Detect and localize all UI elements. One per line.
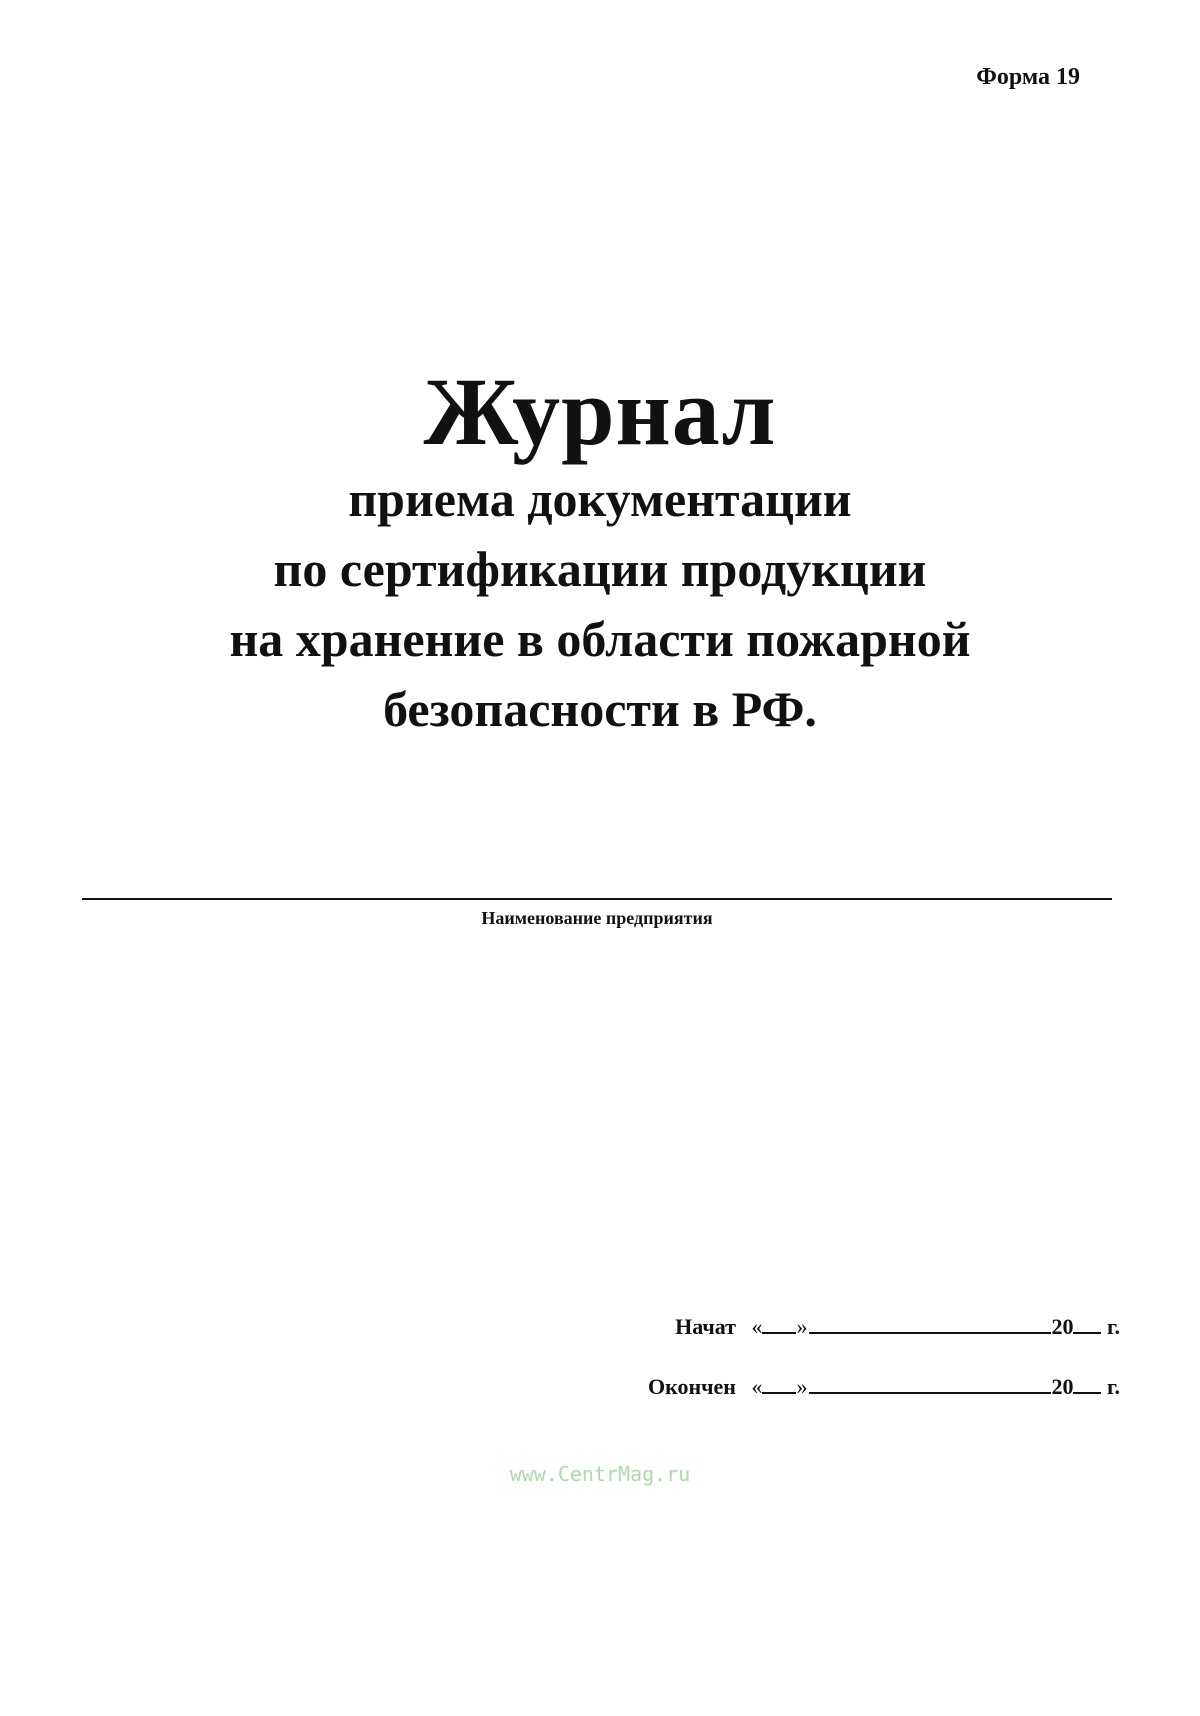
finished-day-blank bbox=[762, 1374, 796, 1394]
started-year-blank bbox=[1073, 1314, 1101, 1334]
form-number: Форма 19 bbox=[976, 64, 1080, 90]
year-prefix: 20 bbox=[1051, 1374, 1074, 1399]
site-watermark: www.CentrMag.ru bbox=[509, 1462, 691, 1486]
quote-close: » bbox=[796, 1374, 808, 1399]
journal-title bbox=[0, 360, 1200, 744]
title-main: Журнал bbox=[423, 358, 777, 465]
title-line-3: на хранение в области пожарной bbox=[229, 611, 971, 667]
finished-date-row bbox=[560, 1374, 1120, 1400]
year-suffix: г. bbox=[1106, 1314, 1120, 1339]
finished-label: Окончен bbox=[647, 1374, 736, 1399]
title-line-2: по сертификации продукции bbox=[273, 541, 927, 597]
title-line-4: безопасности в РФ. bbox=[383, 681, 817, 737]
company-name-caption: Наименование предприятия bbox=[481, 908, 713, 928]
started-day-blank bbox=[762, 1314, 796, 1334]
finished-month-blank bbox=[809, 1374, 1051, 1394]
year-prefix: 20 bbox=[1051, 1314, 1074, 1339]
started-date-row bbox=[560, 1314, 1120, 1340]
quote-close: » bbox=[796, 1314, 808, 1339]
finished-year-blank bbox=[1073, 1374, 1101, 1394]
title-line-1: приема документации bbox=[348, 471, 852, 527]
quote-open: « bbox=[751, 1314, 763, 1339]
started-month-blank bbox=[809, 1314, 1051, 1334]
company-name-field-line bbox=[82, 898, 1112, 900]
quote-open: « bbox=[751, 1374, 763, 1399]
year-suffix: г. bbox=[1106, 1374, 1120, 1399]
started-label: Начат bbox=[675, 1314, 736, 1339]
